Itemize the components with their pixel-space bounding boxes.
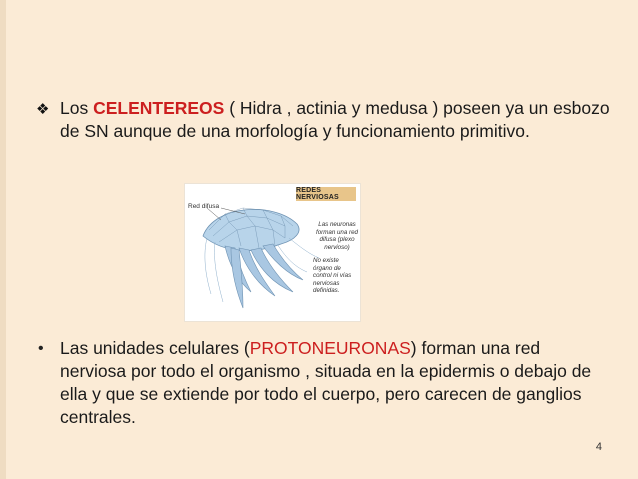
bullet-text bbox=[40, 97, 610, 143]
diamond-bullet-icon: ❖ bbox=[36, 101, 50, 118]
highlight-term: PROTONEURONAS bbox=[249, 338, 411, 358]
page-number: 4 bbox=[595, 441, 602, 453]
note-neuronas: Las neuronas forman una red difusa (plexo nervioso) bbox=[316, 221, 358, 251]
figure-title: REDES NERVIOSAS bbox=[296, 187, 356, 201]
bullet-rest: ( Hidra , actinia y medusa ) poseen ya un esbozo de SN aunque de una morfología y funcionamiento primitivo. bbox=[60, 98, 610, 141]
jellyfish-figure bbox=[184, 183, 361, 322]
bullet-protoneuronas bbox=[40, 337, 610, 429]
bullet-rest: ) forman una red nerviosa por todo el organismo , situada en la epidermis o debajo de ella y que se extiende por todo el cuerpo, pero carecen de ganglios centrales. bbox=[60, 338, 592, 427]
bullet-prefix: Las unidades celulares ( bbox=[60, 338, 250, 358]
note-control: No existe órgano de control ni vías nerviosas definidas. bbox=[313, 257, 352, 294]
bullet-celentereos bbox=[36, 97, 610, 143]
bullet-prefix: Los bbox=[60, 98, 94, 118]
highlight-term: CELENTEREOS bbox=[93, 98, 225, 118]
bullet-text bbox=[40, 337, 610, 429]
round-bullet-icon: • bbox=[38, 340, 44, 357]
red-difusa-label: Red difusa bbox=[188, 203, 220, 210]
